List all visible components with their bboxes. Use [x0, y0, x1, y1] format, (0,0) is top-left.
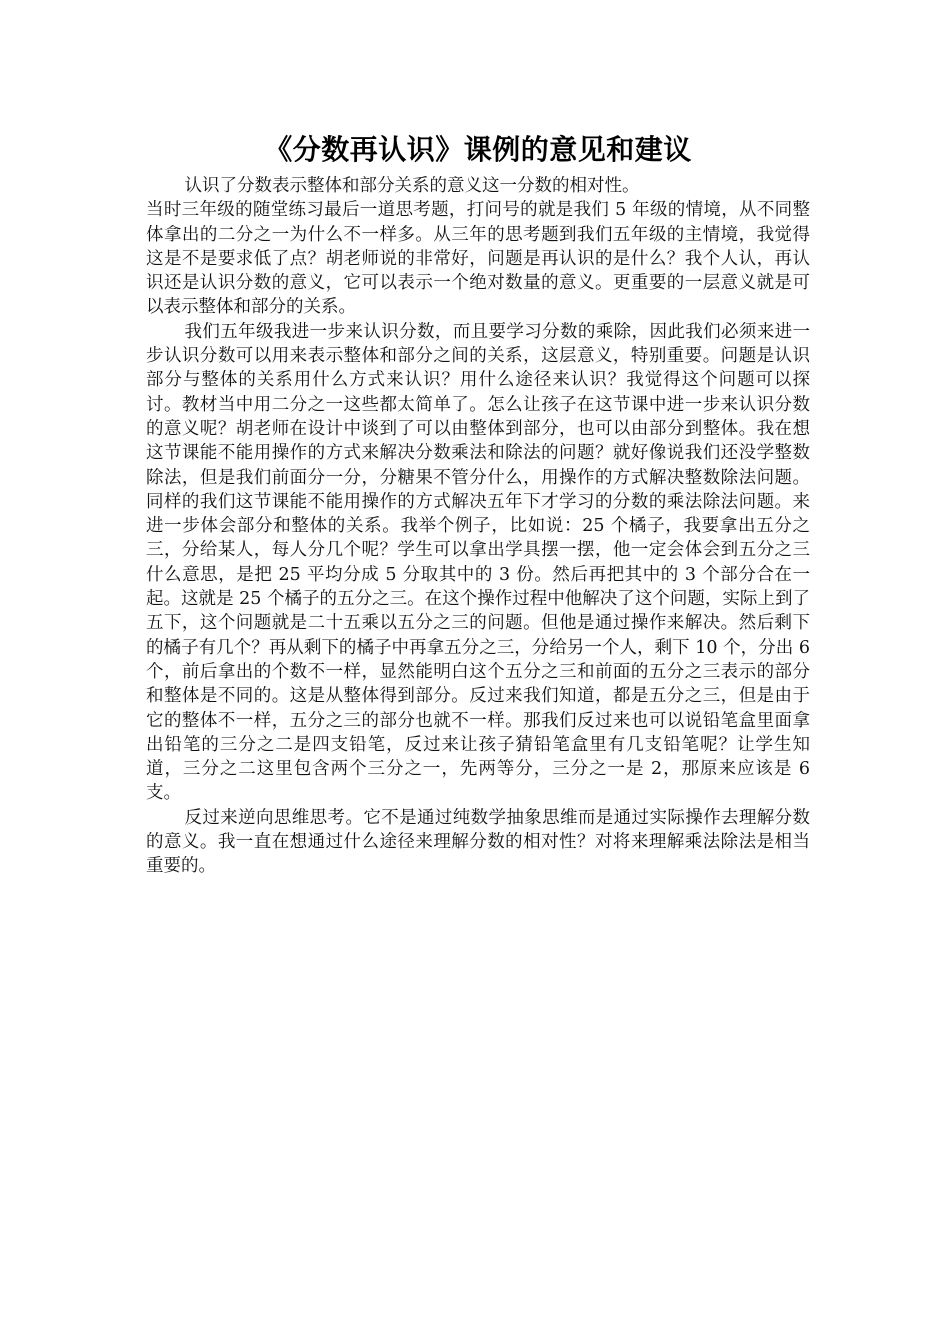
- paragraph-main: 我们五年级我进一步来认识分数，而且要学习分数的乘除，因此我们必须来进一步认识分数可以用来表示整体和部分之间的关系，这层意义，特别重要。问题是认识部分与整体的关系用什么方式来认识？用什么途径来认识？我觉得这个问题可以探讨。教材当中用二分之一这些都太简单了。怎么让孩子在这节课中进一步来认识分数的意义呢？胡老师在设计中谈到了可以由整体到部分，也可以由部分到整体。我在想这节课能不能用操作的方式来解决分数乘法和除法的问题？就好像说我们还没学整数除法，但是我们前面分一分，分糖果不管分什么，用操作的方式解决整数除法问题。同样的我们这节课能不能用操作的方式解决五年下才学习的分数的乘法除法问题。来进一步体会部分和整体的关系。我举个例子，比如说：25 个橘子，我要拿出五分之三，分给某人，每人分几个呢？学生可以拿出学具摆一摆，他一定会体会到五分之三什么意思，是把 25 平均分成 5 分取其中的 3 份。然后再把其中的 3 个部分合在一起。这就是 25 个橘子的五分之三。在这个操作过程中他解决了这个问题，实际上到了五下，这个问题就是二十五乘以五分之三的问题。但他是通过操作来解决。然后剩下的橘子有几个？再从剩下的橘子中再拿五分之三，分给另一个人，剩下 10 个，分出 6 个，前后拿出的个数不一样，显然能明白这个五分之三和前面的五分之三表示的部分和整体是不同的。这是从整体得到部分。反过来我们知道，都是五分之三，但是由于它的整体不一样，五分之三的部分也就不一样。那我们反过来也可以说铅笔盒里面拿出铅笔的三分之二是四支铅笔，反过来让孩子猜铅笔盒里有几支铅笔呢？让学生知道，三分之二这里包含两个三分之一，先两等分，三分之一是 2，那原来应该是 6 支。: [146, 321, 810, 804]
- paragraph-conclusion: 反过来逆向思维思考。它不是通过纯数学抽象思维而是通过实际操作去理解分数的意义。我一直在想通过什么途径来理解分数的相对性？对将来理解乘法除法是相当重要的。: [146, 807, 810, 877]
- paragraph-intro: 认识了分数表示整体和部分关系的意义这一分数的相对性。: [184, 176, 640, 196]
- document-title: 《分数再认识》课例的意见和建议: [264, 133, 692, 166]
- paragraph-context: 当时三年级的随堂练习最后一道思考题，打问号的就是我们 5 年级的情境，从不同整体拿出的二分之一为什么不一样多。从三年的思考题到我们五年级的主情境，我觉得这是不是要求低了点？胡老师说的非常好，问题是再认识的是什么？我个人认，再认识还是认识分数的意义，它可以表示一个绝对数量的意义。更重要的一层意义就是可以表示整体和部分的关系。: [146, 200, 810, 318]
- document-body: [146, 130, 810, 879]
